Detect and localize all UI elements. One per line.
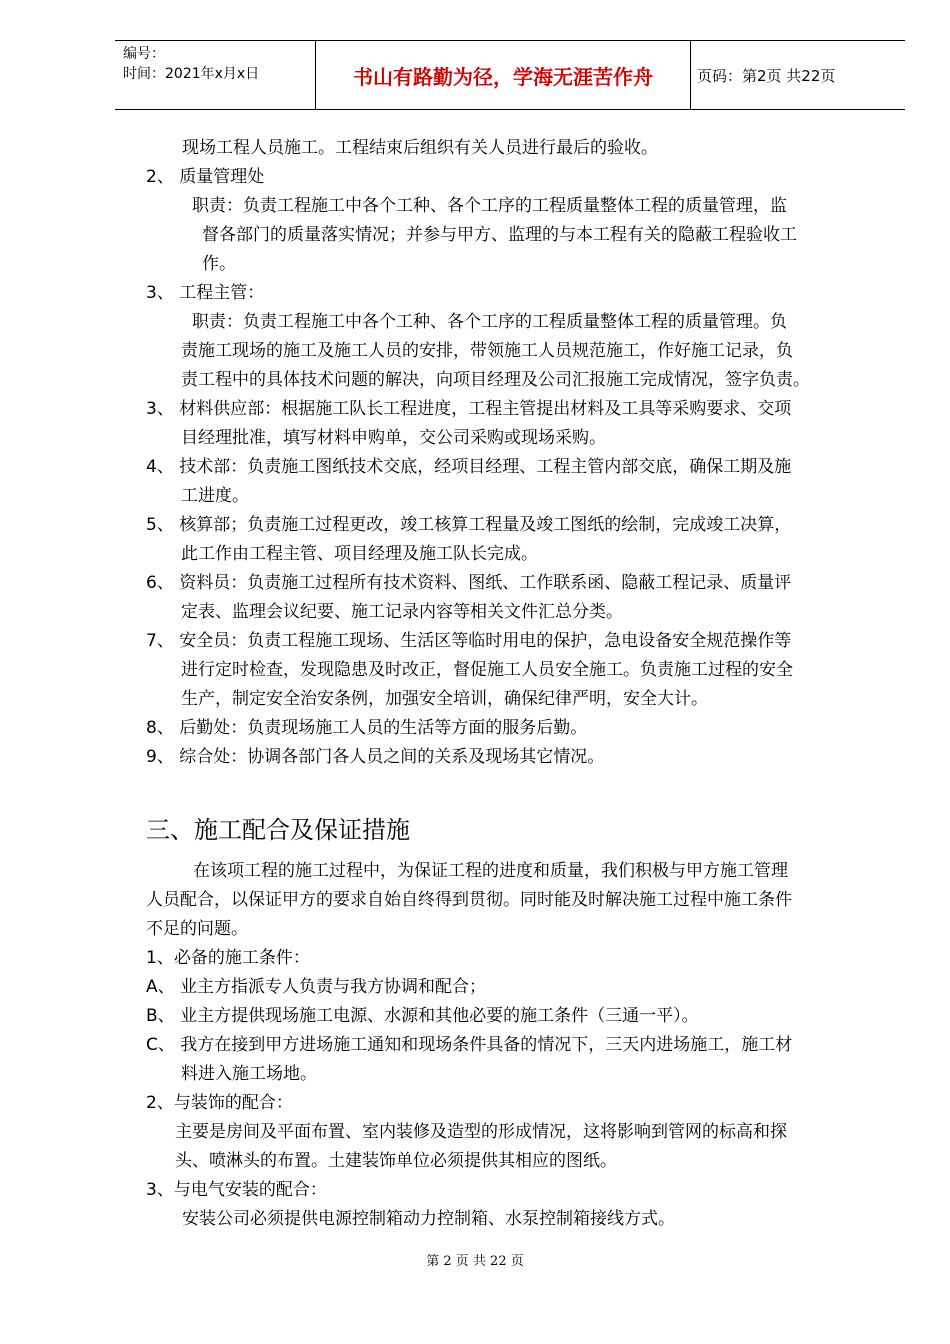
text-line: 主要是房间及平面布置、室内装修及造型的形成情况，这将影响到管网的标高和探	[175, 1122, 787, 1142]
text-line: A、 业主方指派专人负责与我方协调和配合；	[146, 977, 487, 997]
text-line: 责施工现场的施工及施工人员的安排，带领施工人员规范施工，作好施工记录，负	[181, 341, 793, 361]
text-line: 3、与电气安装的配合：	[146, 1180, 327, 1200]
text-line: 人员配合，以保证甲方的要求自始自终得到贯彻。同时能及时解决施工过程中施工条件	[146, 890, 792, 910]
text-line: 3、 工程主管：	[146, 283, 265, 303]
time-label: 时间：2021年x月x日	[123, 66, 260, 82]
text-line: 作。	[202, 254, 236, 274]
text-line: 安装公司必须提供电源控制箱动力控制箱、水泵控制箱接线方式。	[182, 1209, 675, 1229]
text-line: 6、 资料员：负责施工过程所有技术资料、图纸、工作联系函、隐蔽工程记录、质量评	[146, 573, 792, 593]
text-line: 进行定时检查，发现隐患及时改正，督促施工人员安全施工。负责施工过程的安全	[181, 660, 793, 680]
text-line: 不足的问题。	[146, 919, 248, 939]
code-label: 编号：	[123, 46, 165, 62]
text-line: 料进入施工场地。	[181, 1064, 317, 1084]
text-line: 7、 安全员：负责工程施工现场、生活区等临时用电的保护，急电设备安全规范操作等	[146, 631, 792, 651]
text-line: C、 我方在接到甲方进场施工通知和现场条件具备的情况下，三天内进场施工，施工材	[146, 1035, 793, 1055]
header-motto: 书山有路勤为径，学海无涯苦作舟	[315, 41, 691, 109]
section-heading: 三、施工配合及保证措施	[146, 816, 410, 844]
text-line: 5、 核算部；负责施工过程更改，竣工核算工程量及竣工图纸的绘制，完成竣工决算，	[146, 515, 792, 535]
text-line: 目经理批准，填写材料申购单，交公司采购或现场采购。	[181, 428, 606, 448]
text-line: 工进度。	[181, 486, 249, 506]
text-line: 2、与装饰的配合：	[146, 1093, 293, 1113]
page-footer: 第 2 页 共 22 页	[426, 1254, 524, 1269]
text-line: 在该项工程的施工过程中，为保证工程的进度和质量，我们积极与甲方施工管理	[193, 861, 788, 881]
text-line: 9、 综合处：协调各部门各人员之间的关系及现场其它情况。	[146, 747, 605, 767]
header-page-number: 页码：第2页 共22页	[697, 66, 836, 85]
text-line: 责工程中的具体技术问题的解决，向项目经理及公司汇报施工完成情况，签字负责。	[181, 370, 810, 390]
text-line: 职责：负责工程施工中各个工种、各个工序的工程质量整体工程的质量管理。负	[192, 312, 787, 332]
text-line: B、 业主方提供现场施工电源、水源和其他必要的施工条件（三通一平）。	[146, 1006, 699, 1026]
page-header	[115, 40, 905, 110]
header-meta	[115, 41, 315, 109]
text-line: 此工作由工程主管、项目经理及施工队长完成。	[181, 544, 538, 564]
text-line: 头、喷淋头的布置。土建装饰单位必须提供其相应的图纸。	[175, 1151, 617, 1171]
text-line: 1、必备的施工条件：	[146, 948, 310, 968]
text-line: 4、 技术部：负责施工图纸技术交底，经项目经理、工程主管内部交底，确保工期及施	[146, 457, 792, 477]
text-line: 3、 材料供应部：根据施工队长工程进度，工程主管提出材料及工具等采购要求、交项	[146, 399, 792, 419]
text-line: 8、 后勤处：负责现场施工人员的生活等方面的服务后勤。	[146, 718, 588, 738]
text-line: 2、 质量管理处	[146, 167, 265, 187]
text-line: 定表、监理会议纪要、施工记录内容等相关文件汇总分类。	[181, 602, 623, 622]
text-line: 生产，制定安全治安条例，加强安全培训，确保纪律严明，安全大计。	[181, 689, 708, 709]
text-line: 职责：负责工程施工中各个工种、各个工序的工程质量整体工程的质量管理，监	[192, 196, 787, 216]
text-line: 督各部门的质量落实情况；并参与甲方、监理的与本工程有关的隐蔽工程验收工	[202, 225, 797, 245]
text-line: 现场工程人员施工。工程结束后组织有关人员进行最后的验收。	[182, 138, 658, 158]
